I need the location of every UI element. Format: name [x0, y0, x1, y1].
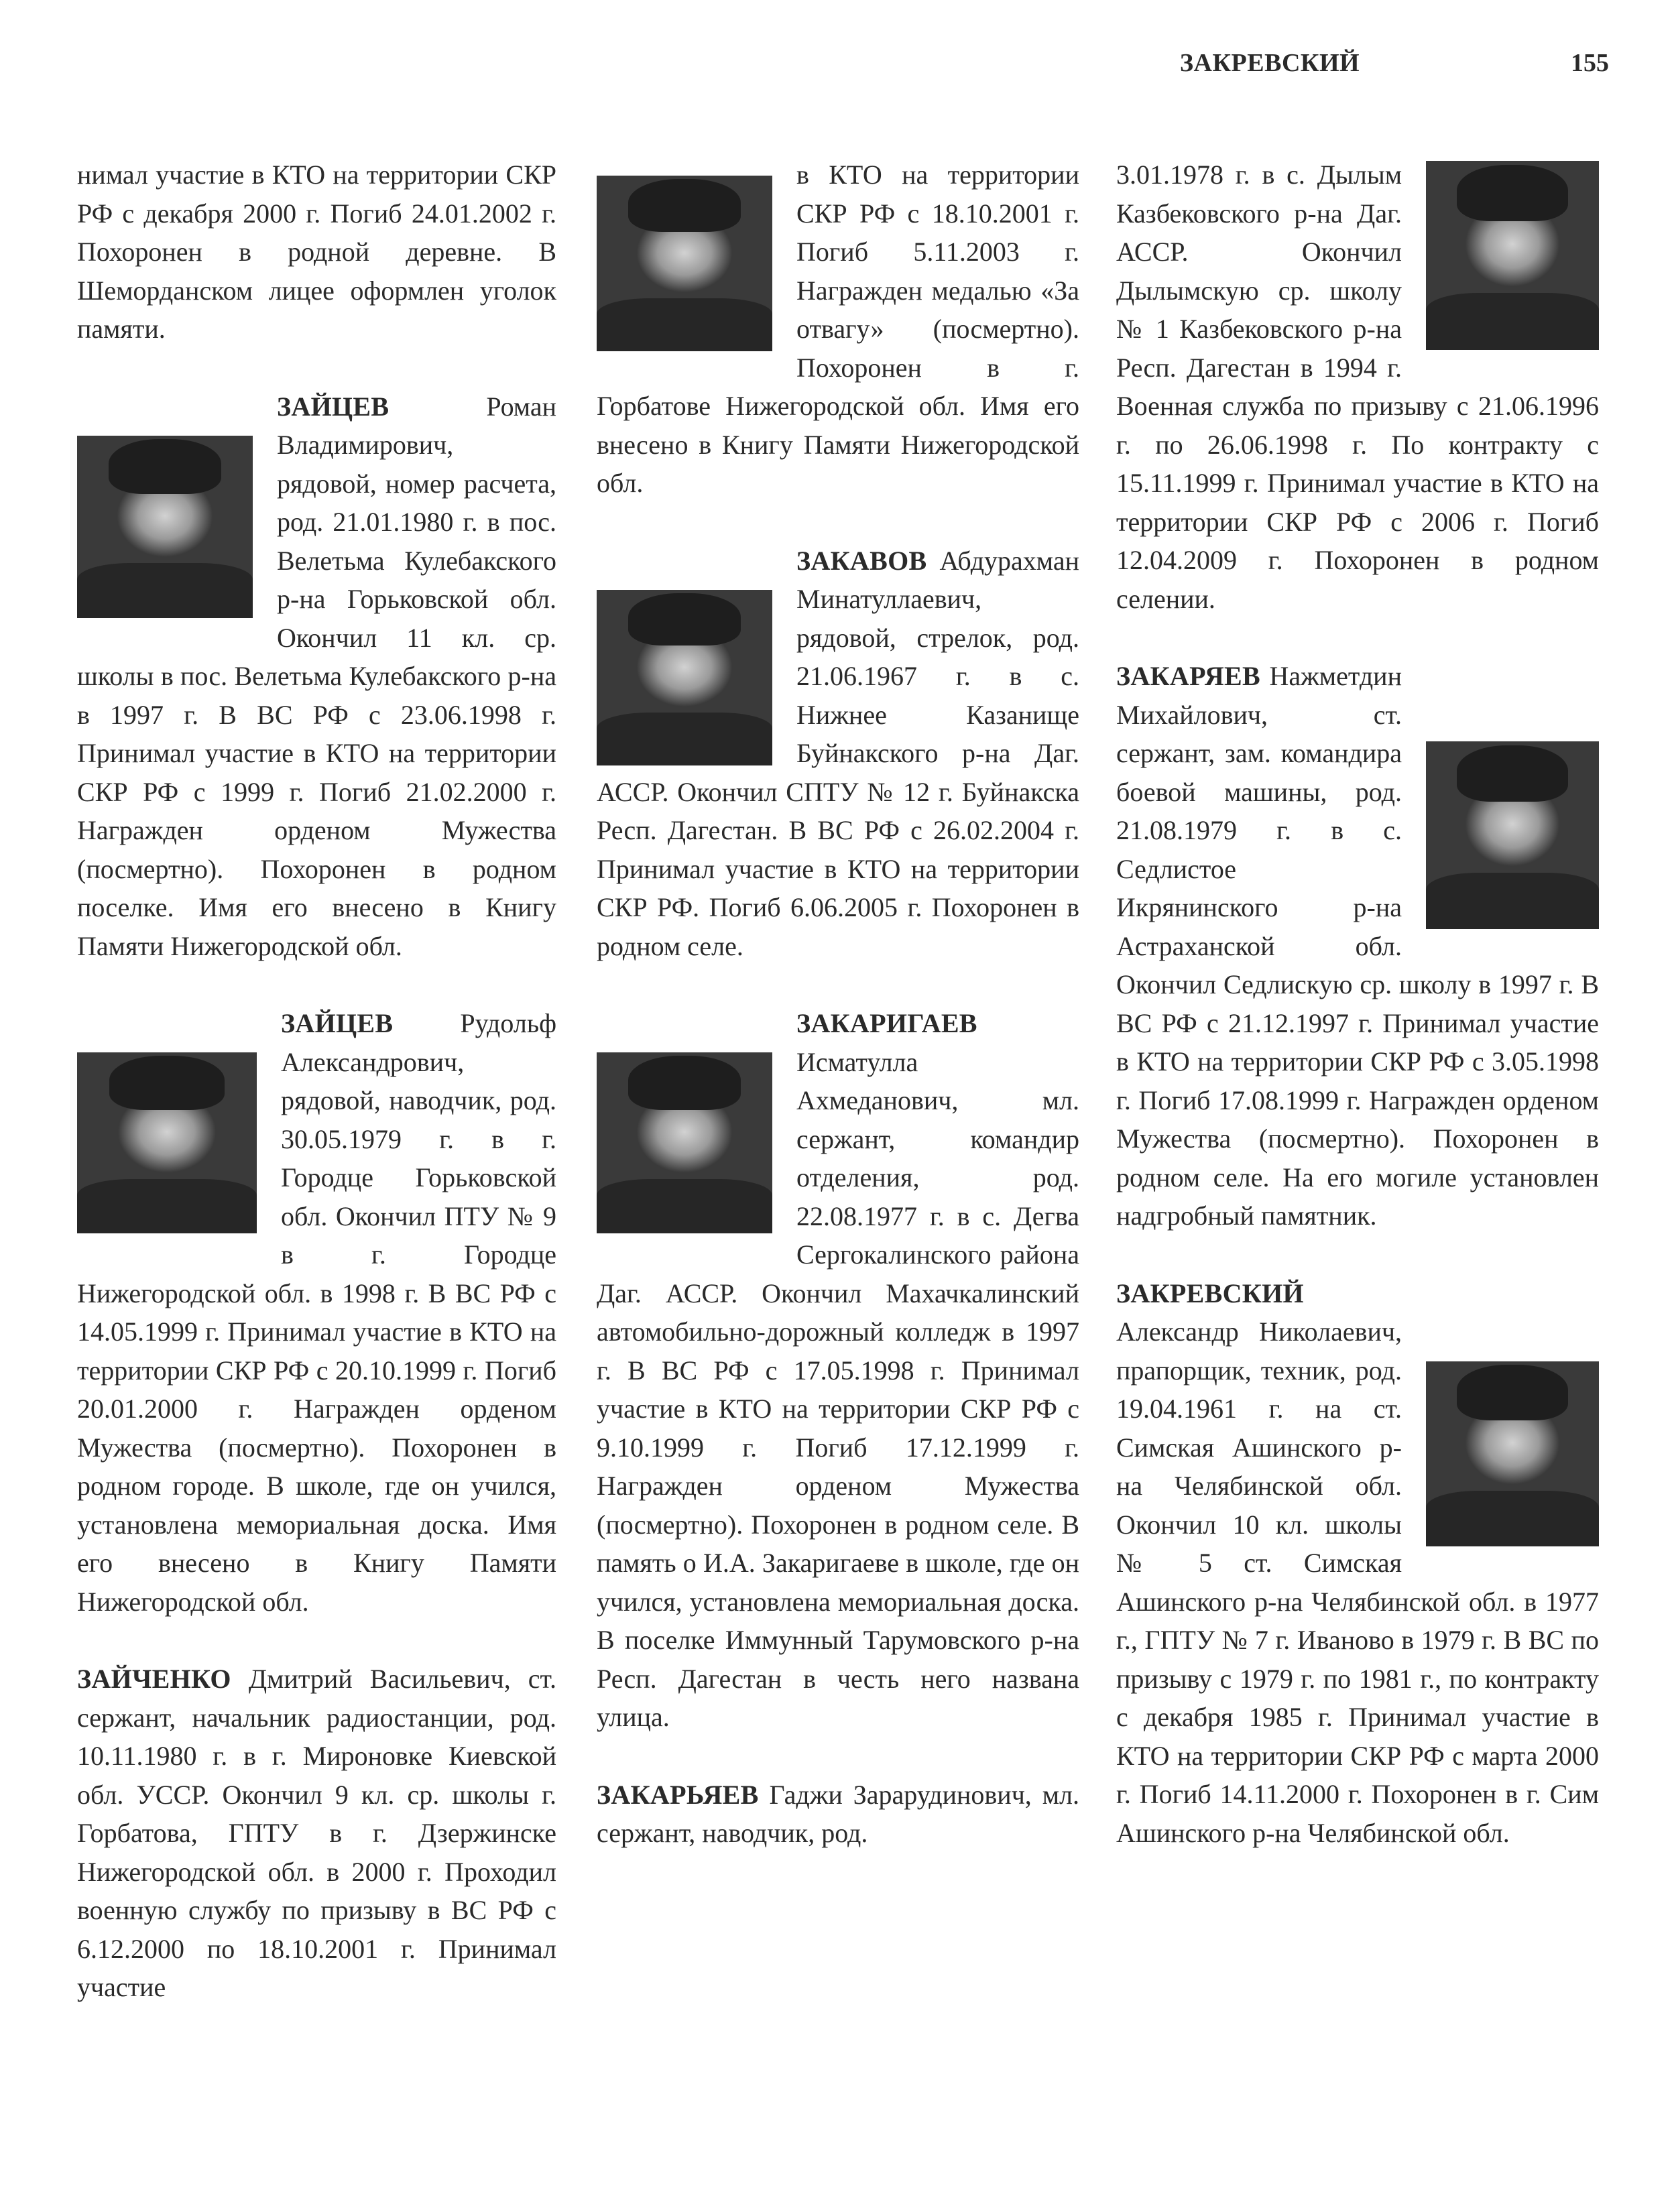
entry-surname: ЗАКАРИГАЕВ: [796, 1008, 977, 1038]
entry-text: Гаджи Зарарудинович, мл. сержант, наводчик, род.: [597, 1779, 1080, 1848]
column-2: [597, 156, 1079, 1892]
portrait-photo: [77, 436, 253, 618]
entry-surname: ЗАКАРЯЕВ: [1116, 661, 1260, 691]
entry-zakarigaev: [597, 1004, 1079, 1737]
running-title: ЗАКРЕВСКИЙ: [1180, 49, 1360, 77]
column-3: [1116, 156, 1599, 1891]
entry-text: Александр Николаевич, прапорщик, техник, род. 19.04.1961 г. на ст. Симская Ашинского р-на Челябинской обл. Окончил 10 кл. школы № 5 ст. Симская Ашинского р-на Челябинской обл. в 1977 г., ГПТУ № 7 г. Иваново в 1979 г. В ВС по призыву с 1979 г. по 1981 г., по контракту с декабря 1985 г. Принимал участие в КТО на территории СКР РФ с марта 2000 г. Погиб 14.11.2000 г. Похоронен в г. Сим Ашинского р-на Челябинской обл.: [1116, 1316, 1599, 1848]
entry-surname: ЗАЙЧЕНКО: [77, 1664, 231, 1694]
portrait-photo: [597, 1052, 772, 1233]
entry-zakavov: [597, 542, 1079, 966]
portrait-photo: [1426, 741, 1599, 929]
running-head: [1180, 48, 1609, 88]
entry-zaitsev-roman: [77, 387, 556, 966]
entry-text: Исматулла Ахмеданович, мл. сержант, командир отделения, род. 22.08.1977 г. в с. Дегва Сергокалинского района Даг. АССР. Окончил Махачкалинский автомобильно-дорожный колледж в 1997 г. В ВС РФ с 17.05.1998 г. Принимал участие в КТО на территории СКР РФ с 9.10.1999 г. Погиб 17.12.1999 г. Награжден орденом Мужества (посмертно). Похоронен в родном селе. В память о И.А. Закаригаеве в школе, где он учился, установлена мемориальная доска. В поселке Иммунный Тарумовского р-на Респ. Дагестан в честь него названа улица.: [597, 1046, 1079, 1732]
entry-surname: ЗАКАРЬЯЕВ: [597, 1779, 759, 1810]
entry-continuation: [77, 156, 556, 349]
entry-surname: ЗАЙЦЕВ: [277, 391, 390, 422]
entry-text: Дмитрий Васильевич, ст. сержант, начальник радиостанции, род. 10.11.1980 г. в г. Мироновке Киевской обл. УССР. Окончил 9 кл. ср. школы г. Горбатова, ГПТУ в г. Дзержинске Нижегородской обл. в 2000 г. Проходил военную службу по призыву в ВС РФ с 6.12.2000 по 18.10.2001 г. Принимал участие: [77, 1664, 556, 2002]
entry-surname: ЗАКРЕВСКИЙ: [1116, 1278, 1304, 1308]
entry-zakaryaev-gadzhi: [597, 1776, 1079, 1853]
column-1: [77, 156, 556, 2046]
entry-text: нимал участие в КТО на территории СКР РФ с декабря 2000 г. Погиб 24.01.2002 г. Похоронен в родной деревне. В Шеморданском лицее оформлен уголок памяти.: [77, 160, 556, 344]
entry-text: Роман Владимирович, рядовой, номер расчета, род. 21.01.1980 г. в пос. Велетьма Кулебакского р-на Горьковской обл. Окончил 11 кл. ср. школы в пос. Велетьма Кулебакского р-на в 1997 г. В ВС РФ с 23.06.1998 г. Принимал участие в КТО на территории СКР РФ с 1999 г. Погиб 21.02.2000 г. Награжден орденом Мужества (посмертно). Похоронен в родном поселке. Имя его внесено в Книгу Памяти Нижегородской обл.: [77, 391, 556, 961]
entry-zakaryaev-nazhmetdin: [1116, 657, 1599, 1235]
entry-text: Абдурахман Минатуллаевич, рядовой, стрелок, род. 21.06.1967 г. в с. Нижнее Казанище Буйнакского р-на Даг. АССР. Окончил СПТУ № 12 г. Буйнакска Респ. Дагестан. В ВС РФ с 26.02.2004 г. Принимал участие в КТО на территории СКР РФ. Погиб 6.06.2005 г. Похоронен в родном селе.: [597, 545, 1079, 961]
entry-text: Рудольф Александрович, рядовой, наводчик, род. 30.05.1979 г. в г. Городце Горьковской обл. Окончил ПТУ № 9 в г. Городце Нижегородской обл. в 1998 г. В ВС РФ с 14.05.1999 г. Принимал участие в КТО на территории СКР РФ с 20.10.1999 г. Погиб 20.01.2000 г. Награжден орденом Мужества (посмертно). Похоронен в родном городе. В школе, где он учился, установлена мемориальная доска. Имя его внесено в Книгу Памяти Нижегородской обл.: [77, 1008, 556, 1617]
entry-text: Нажметдин Михайлович, ст. сержант, зам. командира боевой машины, род. 21.08.1979 г. в с. Седлистое Икрянинского р-на Астраханской обл. Окончил Седлискую ср. школу в 1997 г. В ВС РФ с 21.12.1997 г. Принимал участие в КТО на территории СКР РФ с 3.05.1998 г. Погиб 17.08.1999 г. Награжден орденом Мужества (посмертно). Похоронен в родном селе. На его могиле установлен надгробный памятник.: [1116, 661, 1599, 1231]
entry-zaitsev-rudolf: [77, 1004, 556, 1621]
entry-continuation: [597, 156, 1079, 503]
portrait-photo: [77, 1052, 257, 1233]
entry-surname: ЗАКАВОВ: [796, 545, 927, 576]
entry-surname: ЗАЙЦЕВ: [281, 1008, 394, 1038]
entry-zakrevsky: [1116, 1274, 1599, 1853]
page-number: 155: [1571, 49, 1609, 77]
entry-text: в КТО на территории СКР РФ с 18.10.2001 г. Погиб 5.11.2003 г. Награжден медалью «За отвагу» (посмертно). Похоронен в г. Горбатове Нижегородской обл. Имя его внесено в Книгу Памяти Нижегородской обл.: [597, 160, 1079, 498]
portrait-photo: [1426, 1361, 1599, 1546]
portrait-photo: [597, 176, 772, 351]
portrait-photo: [1426, 161, 1599, 350]
entry-text: 3.01.1978 г. в с. Дылым Казбековского р-на Даг. АССР. Окончил Дылымскую ср. школу № 1 Казбековского р-на Респ. Дагестан в 1994 г. Военная служба по призыву с 21.06.1996 г. по 26.06.1998 г. По контракту с 15.11.1999 г. Принимал участие в КТО на территории СКР РФ с 2006 г. Погиб 12.04.2009 г. Похоронен в родном селении.: [1116, 160, 1599, 614]
entry-continuation: [1116, 156, 1599, 618]
entry-zaichenko: [77, 1660, 556, 2007]
portrait-photo: [597, 590, 772, 765]
